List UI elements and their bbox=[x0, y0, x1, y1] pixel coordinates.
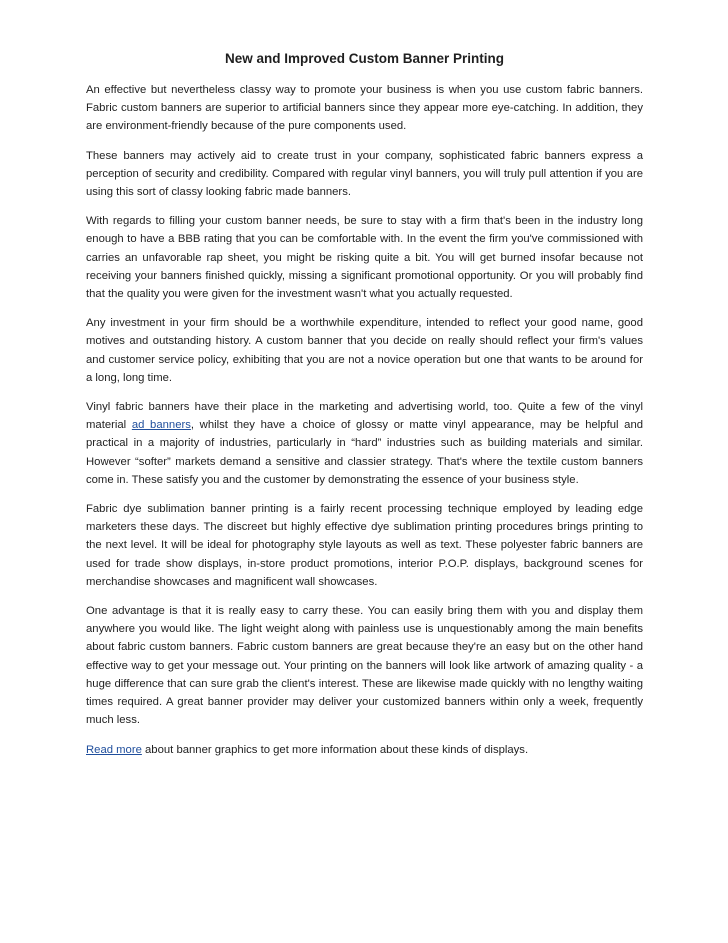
paragraph-1: An effective but nevertheless classy way to promote your business is when you use custom fabric banners. Fabric custom banners are superior to artificial banners since they appear more eye-catching. In addition, they are environment-friendly because of the pure components used. bbox=[86, 84, 643, 133]
paragraph-4: Any investment in your firm should be a worthwhile expenditure, intended to reflect your good name, good motives and outstanding history. A custom banner that you decide on really should reflect your firm's values and customer service policy, exhibiting that you are not a novice operation but one that wants to be around for a long, long time. bbox=[86, 317, 643, 384]
ad-banners-link[interactable]: ad banners bbox=[131, 419, 191, 432]
paragraph-7: One advantage is that it is really easy to carry these. You can easily bring them with you and display them anywhere you would like. The light weight along with painless use is unquestionably among the main benefits about fabric custom banners. Fabric custom banners are great because they're an easy but on the other hand effective way to get your message out. Your printing on the banners will look like artwork of amazing quality - a huge difference that can sure grab the client's interest. These are likewise made quickly with no lengthy waiting times required. A great banner provider may deliver your customized banners within only a week, frequently much less. bbox=[86, 605, 643, 727]
document-page bbox=[86, 50, 643, 770]
paragraph-8 bbox=[86, 741, 643, 759]
paragraph-3: With regards to filling your custom banner needs, be sure to stay with a firm that's been in the industry long enough to have a BBB rating that you can be comfortable with. In the event the firm you've commissioned with carries an unfavorable rap sheet, you might be risking quite a bit. You will get burned insofar because not receiving your banners finished quickly, missing a significant promotional opportunity. Or you will probably find that the quality you were given for the investment wasn't what you actually requested. bbox=[86, 215, 643, 301]
paragraph-5 bbox=[86, 398, 643, 489]
read-more-link[interactable]: Read more bbox=[86, 743, 142, 756]
paragraph-2: These banners may actively aid to create trust in your company, sophisticated fabric banners express a perception of security and credibility. Compared with regular vinyl banners, you will truly pull attention if you are using this sort of classy looking fabric made banners. bbox=[86, 149, 643, 199]
paragraph-5-text-after: , whilst they have a choice of glossy or matte vinyl appearance, may be helpful and practical in a majority of industries, particularly in “hard” industries such as building materials and similar. However “softer” markets demand a sensitive and classier strategy. That's where the textile custom banners come in. These satisfy you and the customer by demonstrating the essence of your business style. bbox=[86, 419, 644, 486]
paragraph-5-text-before: Vinyl fabric banners have their place in the marketing and advertising world, too. Quite a few of the vinyl material bbox=[86, 401, 643, 432]
document-title: New and Improved Custom Banner Printing bbox=[224, 51, 505, 66]
paragraph-6: Fabric dye sublimation banner printing is a fairly recent processing technique employed by leading edge marketers these days. The discreet but highly effective dye sublimation printing procedures brings printing to the next level. It will be ideal for photography style layouts as well as text. These polyester fabric banners are used for trade show displays, in-store product promotions, interior P.O.P. displays, background scenes for merchandise showcases and magnificent wall showcases. bbox=[86, 503, 643, 588]
paragraph-8-text-after: about banner graphics to get more information about these kinds of displays. bbox=[141, 743, 529, 756]
